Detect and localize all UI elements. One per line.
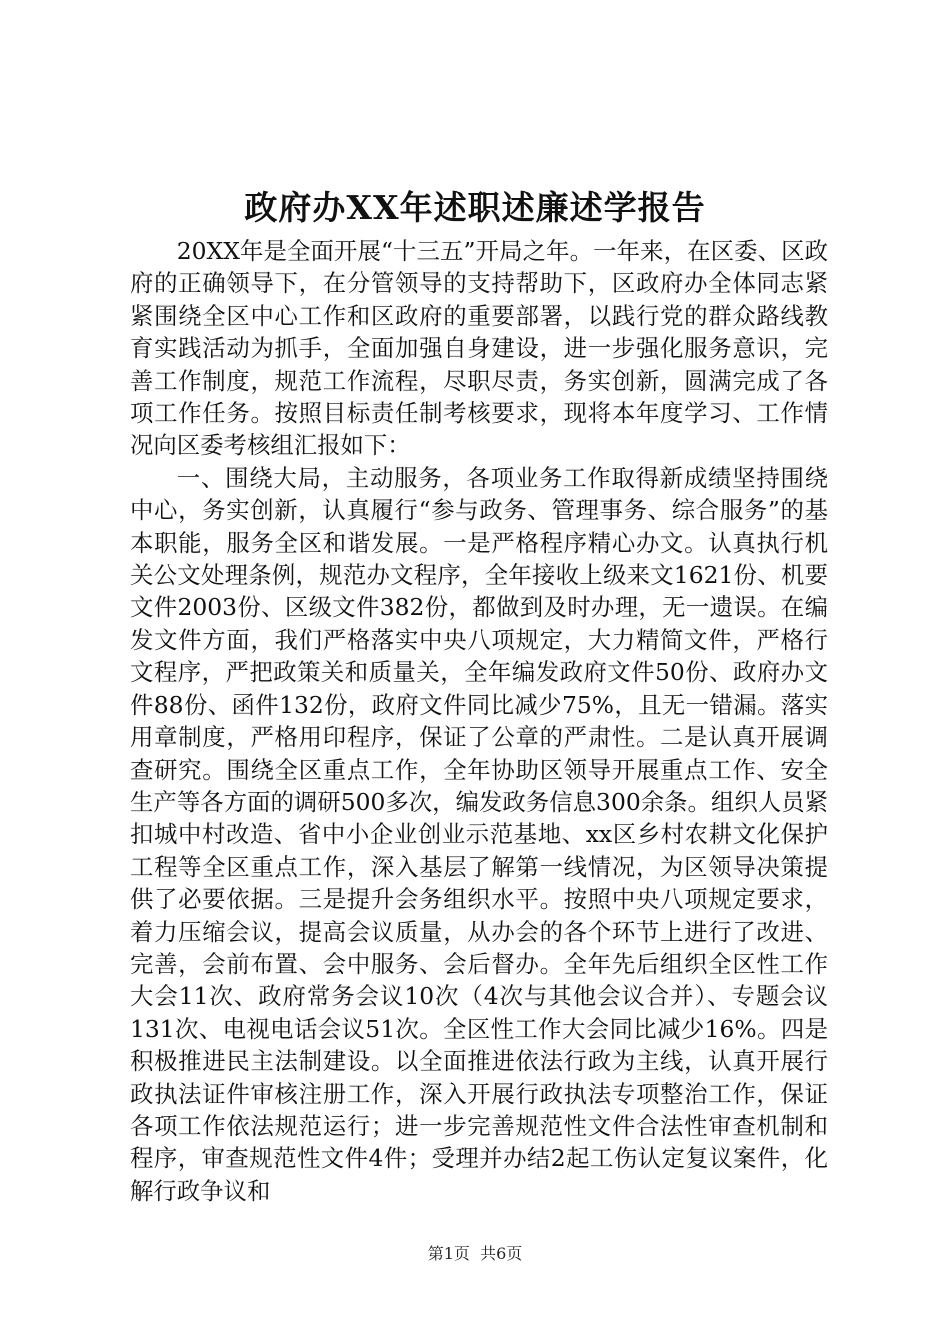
page-total: 共6页 [480, 1244, 523, 1263]
page-footer [0, 1242, 950, 1266]
page-number: 第1页 [427, 1244, 470, 1263]
document-body [130, 235, 828, 1207]
body-paragraph: 20XX年是全面开展“十三五”开局之年。一年来，在区委、区政府的正确领导下，在分管领导的支持帮助下，区政府办全体同志紧紧围绕全区中心工作和区政府的重要部署，以践行党的群众路线教育实践活动为抓手，全面加强自身建设，进一步强化服务意识，完善工作制度，规范工作流程，尽职尽责，务实创新，圆满完成了各项工作任务。按照目标责任制考核要求，现将本年度学习、工作情况向区委考核组汇报如下： [130, 237, 828, 460]
document-title: 政府办XX年述职述廉述学报告 [244, 188, 706, 227]
body-paragraph: 一、围绕大局，主动服务，各项业务工作取得新成绩坚持围绕中心，务实创新，认真履行“参与政务、管理事务、综合服务”的基本职能，服务全区和谐发展。一是严格程序精心办文。认真执行机关公文处理条例，规范办文程序，全年接收上级来文1621份、机要文件2003份、区级文件382份，都做到及时办理，无一遗误。在编发文件方面，我们严格落实中央八项规定，大力精简文件，严格行文程序，严把政策关和质量关，全年编发政府文件50份、政府办文件88份、函件132份，政府文件同比减少75%，且无一错漏。落实用章制度，严格用印程序，保证了公章的严肃性。二是认真开展调查研究。围绕全区重点工作，全年协助区领导开展重点工作、安全生产等各方面的调研500多次，编发政务信息300余条。组织人员紧扣城中村改造、省中小企业创业示范基地、xx区乡村农耕文化保护工程等全区重点工作，深入基层了解第一线情况，为区领导决策提供了必要依据。三是提升会务组织水平。按照中央八项规定要求，着力压缩会议，提高会议质量，从办会的各个环节上进行了改进、完善，会前布置、会中服务、会后督办。全年先后组织全区性工作大会11次、政府常务会议10次（4次与其他会议合并）、专题会议131次、电视电话会议51次。全区性工作大会同比减少16%。四是积极推进民主法制建设。以全面推进依法行政为主线，认真开展行政执法证件审核注册工作，深入开展行政执法专项整治工作，保证各项工作依法规范运行；进一步完善规范性文件合法性审查机制和程序，审查规范性文件4件；受理并办结2起工伤认定复议案件，化解行政争议和 [130, 463, 828, 1205]
